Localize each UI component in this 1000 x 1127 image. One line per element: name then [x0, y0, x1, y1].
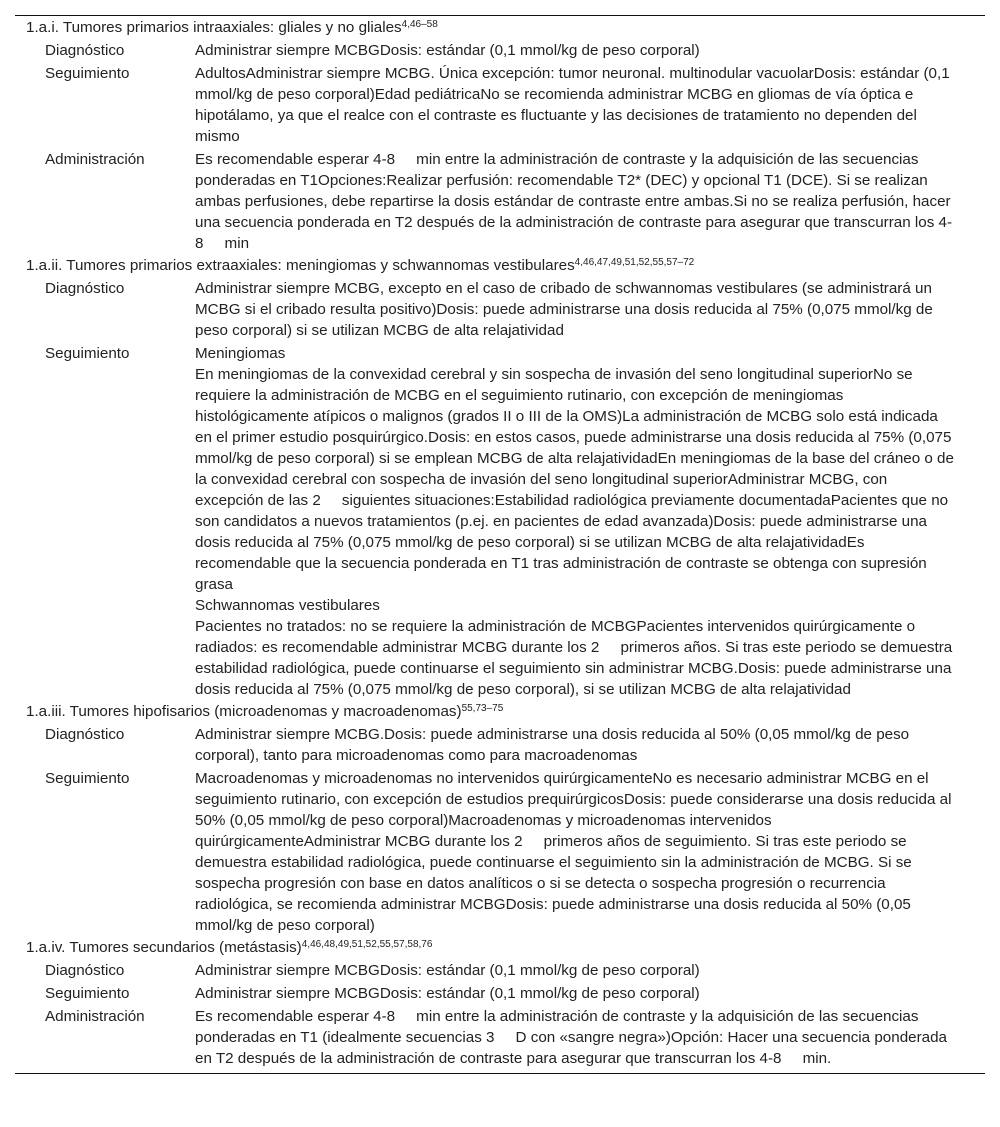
- table-row: [15, 767, 985, 937]
- section-header: [15, 701, 985, 723]
- subheading-meningiomas: Meningiomas: [195, 345, 286, 362]
- row-content: AdultosAdministrar siempre MCBG. Única excepción: tumor neuronal. multinodular vacuolarDosis: estándar (0,1 mmol/kg de peso corporal)Edad pediátricaNo se recomienda administrar MCBG en gliomas de vía óptica e hipotálamo, ya que el realce con el contraste es fluctuante y las decisiones de tratamiento no dependen del mismo: [195, 65, 954, 145]
- table-row: [15, 1005, 985, 1070]
- row-content: Administrar siempre MCBGDosis: estándar (0,1 mmol/kg de peso corporal): [195, 962, 700, 979]
- section-header: [15, 17, 985, 39]
- row-label: Diagnóstico: [45, 962, 125, 979]
- row-content: Administrar siempre MCBGDosis: estándar (0,1 mmol/kg de peso corporal): [195, 42, 700, 59]
- section-title: 1.a.i. Tumores primarios intraaxiales: gliales y no gliales: [26, 19, 402, 36]
- row-content: Administrar siempre MCBGDosis: estándar (0,1 mmol/kg de peso corporal): [195, 985, 700, 1002]
- row-label: Seguimiento: [45, 65, 130, 82]
- section-refs: 4,46,47,49,51,52,55,57–72: [574, 257, 695, 268]
- row-label: Administración: [45, 151, 145, 168]
- row-content: Administrar siempre MCBG, excepto en el caso de cribado de schwannomas vestibulares (se administrará un MCBG si el cribado resulta positivo)Dosis: puede administrarse una dosis reducida al 75% (0,075 mmol/kg de peso corporal) si se utilizan MCBG de alta relajatividad: [195, 280, 938, 339]
- section-title: 1.a.iv. Tumores secundarios (metástasis): [26, 939, 302, 956]
- table-row: [15, 148, 985, 255]
- section-header: [15, 937, 985, 959]
- meningiomas-text: En meningiomas de la convexidad cerebral y sin sospecha de invasión del seno longitudinal superiorNo se requiere la administración de MCBG en el seguimiento rutinario, con excepción de meningiomas histológicamente atípicos o malignos (grados II o III de la OMS)La administración de MCBG solo está indicada en el primer estudio posquirúrgico.Dosis: en estos casos, puede administrarse una dosis reducida al 75% (0,075 mmol/kg de peso corporal) si se emplean MCBG de alta relajatividadEn meningiomas de la base del cráneo o de la convexidad cerebral con sospecha de invasión del seno longitudinal superiorAdministrar MCBG, con excepción de las 2 siguientes situaciones:Estabilidad radiológica previamente documentadaPacientes que no son candidatos a nuevos tratamientos (p.ej. en pacientes de edad avanzada)Dosis: puede administrarse una dosis reducida al 75% (0,075 mmol/kg de peso corporal) si se utilizan MCBG de alta relajatividadEs recomendable que la secuencia ponderada en T1 tras administración de contraste se obtenga con supresión grasa: [195, 366, 959, 593]
- section-header: [15, 255, 985, 277]
- row-label: Diagnóstico: [45, 280, 125, 297]
- row-label: Seguimiento: [45, 345, 130, 362]
- table-row: [15, 723, 985, 767]
- row-label: Diagnóstico: [45, 42, 125, 59]
- table-row: [15, 62, 985, 148]
- row-content-group: [195, 342, 985, 701]
- table-row: [15, 39, 985, 62]
- section-title-cell: [15, 701, 985, 723]
- section-refs: 4,46–58: [401, 19, 438, 30]
- row-content: Es recomendable esperar 4-8 min entre la administración de contraste y la adquisición de las secuencias ponderadas en T1Opciones:Realizar perfusión: recomendable T2* (DEC) y opcional T1 (DCE). Si se realizan ambas perfusiones, debe repartirse la dosis estándar de contraste entre ambas.Si no se realiza perfusión, hacer una secuencia ponderada en T2 después de la administración de contraste para asegurar que transcurran los 4-8 min: [195, 151, 955, 252]
- section-title-cell: [15, 937, 985, 959]
- row-label: Seguimiento: [45, 985, 130, 1002]
- table-row: [15, 277, 985, 342]
- schwannomas-text: Pacientes no tratados: no se requiere la administración de MCBGPacientes intervenidos quirúrgicamente o radiados: es recomendable administrar MCBG durante los 2 primeros años. Si tras este periodo se demuestra estabilidad radiológica, puede continuarse el seguimiento sin administrar MCBG.Dosis: puede administrarse una dosis reducida al 75% (0,075 mmol/kg de peso corporal), si se utilizan MCBG de alta relajatividad: [195, 618, 957, 698]
- section-title-cell: [15, 17, 985, 39]
- section-refs: 4,46,48,49,51,52,55,57,58,76: [301, 939, 433, 950]
- table: [15, 17, 985, 1070]
- table-row: [15, 959, 985, 982]
- table-row: [15, 342, 985, 701]
- row-label: Administración: [45, 1008, 145, 1025]
- recommendations-table: [15, 15, 985, 1074]
- section-title: 1.a.ii. Tumores primarios extraaxiales: meningiomas y schwannomas vestibulares: [26, 257, 575, 274]
- row-label: Diagnóstico: [45, 726, 125, 743]
- section-title: 1.a.iii. Tumores hipofisarios (microadenomas y macroadenomas): [26, 703, 462, 720]
- row-content: Administrar siempre MCBG.Dosis: puede administrarse una dosis reducida al 50% (0,05 mmol/kg de peso corporal), tanto para microadenomas como para macroadenomas: [195, 726, 914, 764]
- subheading-schwannomas: Schwannomas vestibulares: [195, 597, 380, 614]
- section-refs: 55,73–75: [461, 703, 504, 714]
- row-label: Seguimiento: [45, 770, 130, 787]
- table-row: [15, 982, 985, 1005]
- section-title-cell: [15, 255, 985, 277]
- row-content: Macroadenomas y microadenomas no intervenidos quirúrgicamenteNo es necesario administrar MCBG en el seguimiento rutinario, con excepción de estudios prequirúrgicosDosis: puede considerarse una dosis reducida al 50% (0,05 mmol/kg de peso corporal)Macroadenomas y microadenomas intervenidos quirúrgicamenteAdministrar MCBG durante los 2 primeros años de seguimiento. Si tras este periodo se demuestra estabilidad radiológica, puede continuarse el seguimiento sin la administración de MCBG. Si se sospecha progresión con base en datos analíticos o si se detecta o sospecha progresión o recurrencia radiológica, se recomienda administrar MCBGDosis: puede administrarse una dosis reducida al 50% (0,05 mmol/kg de peso corporal): [195, 770, 956, 934]
- row-content: Es recomendable esperar 4-8 min entre la administración de contraste y la adquisición de las secuencias ponderadas en T1 (idealmente secuencias 3 D con «sangre negra»)Opción: Hacer una secuencia ponderada en T2 después de la administración de contraste para asegurar que transcurran los 4-8 min.: [195, 1008, 952, 1067]
